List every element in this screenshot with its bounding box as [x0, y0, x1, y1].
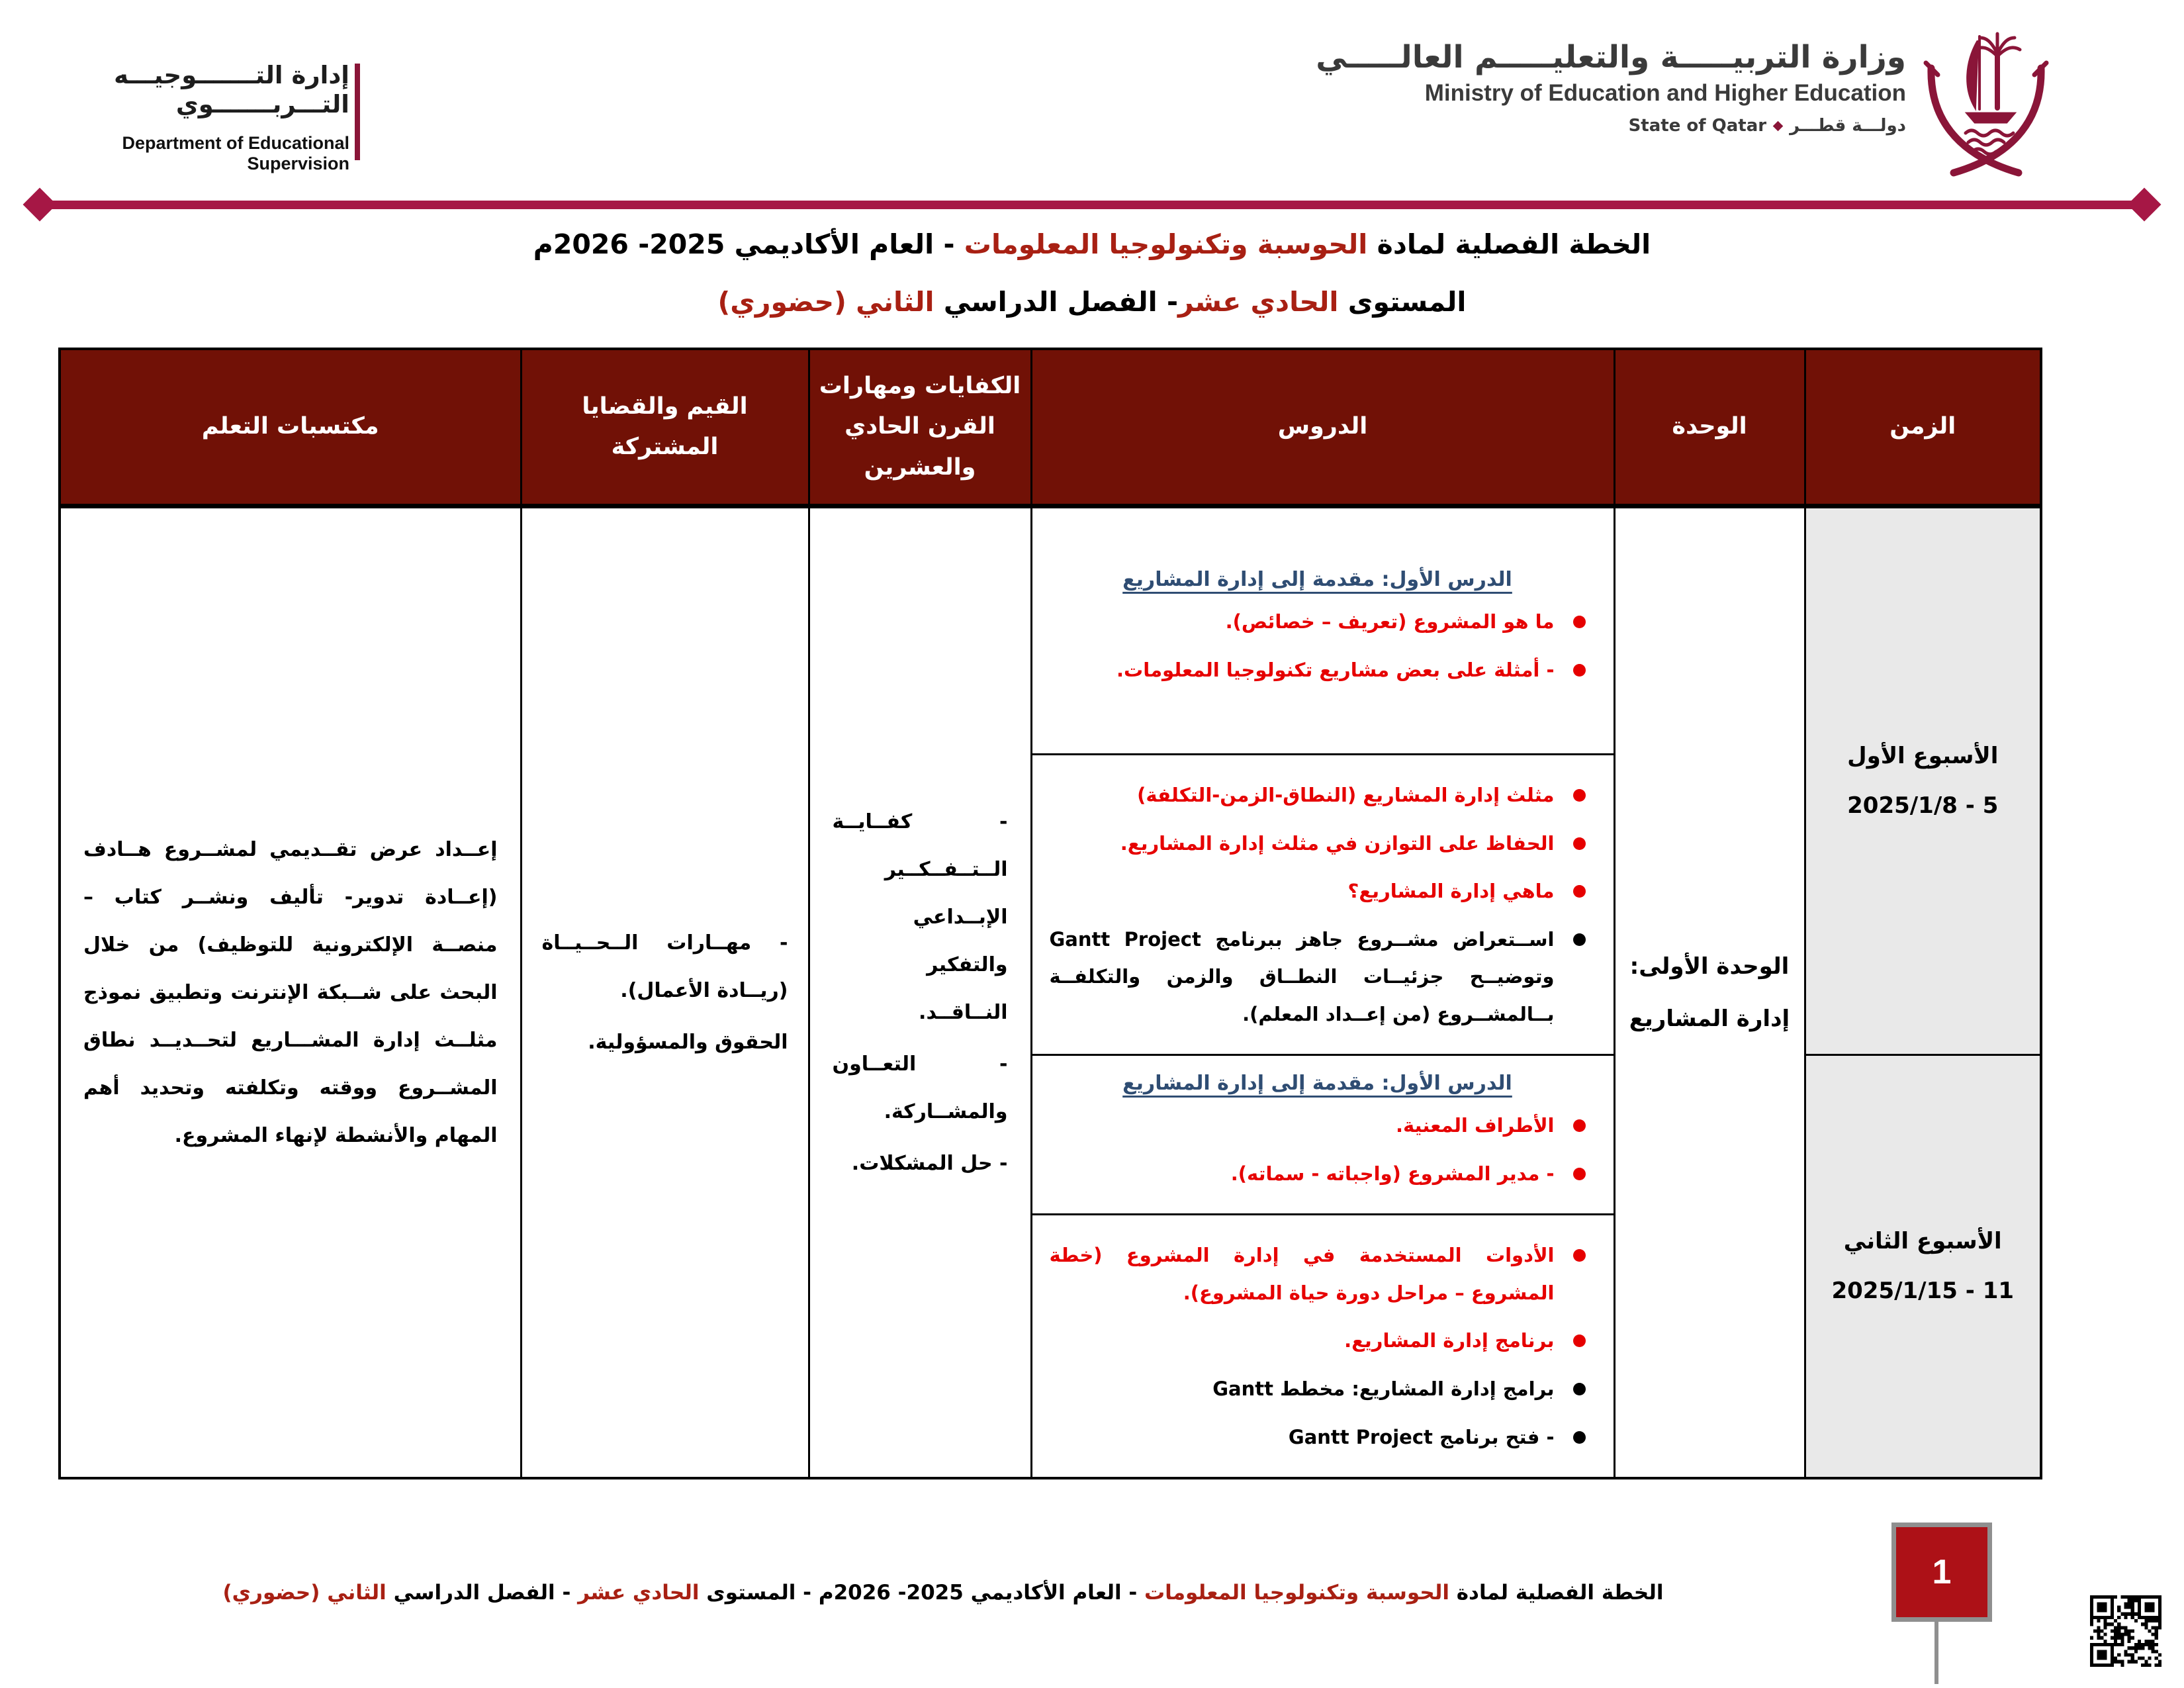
- footer-seg: - العام الأكاديمي 2025- 2026م - المستوى: [699, 1581, 1145, 1605]
- lesson-title: الدرس الأول: مقدمة إلى إدارة المشاريع: [1122, 1072, 1512, 1096]
- lesson-block-4: [1031, 1215, 1614, 1478]
- bullet-icon: [1573, 1383, 1586, 1395]
- page-number: 1: [1932, 1553, 1952, 1591]
- lesson-bullet-item: [1050, 776, 1586, 814]
- bullet-icon: [1573, 616, 1586, 628]
- title1-subject: الحوسبة وتكنولوجيا المعلومات: [964, 228, 1368, 260]
- bullet-icon: [1573, 1168, 1586, 1180]
- title2-prefix: المستوى: [1338, 286, 1467, 318]
- title1-suffix: - العام الأكاديمي 2025- 2026م: [533, 228, 964, 260]
- department-name-english: Department of Educational Supervision: [122, 132, 349, 173]
- lesson-bullet-text: ماهي إدارة المشاريع؟: [1347, 880, 1555, 903]
- separator-diamond-right: [2128, 188, 2161, 222]
- lesson-bullet-text: اســتعراض مشــروع جاهز ببرنامج Gantt Project وتوضيــح جزئيــات النطــاق والزمن والتكلفــة بــالمشــروع (من إعــداد المعلم).: [1049, 927, 1555, 1025]
- table-row: [60, 506, 2041, 755]
- lesson-bullet-item: [1050, 1419, 1586, 1456]
- title1-prefix: الخطة الفصلية لمادة: [1367, 228, 1651, 260]
- table-header-row: [60, 349, 2041, 506]
- department-logo: [60, 61, 349, 174]
- column-header-time: الزمن: [1805, 349, 2041, 506]
- lesson-bullet-text: الحفاظ على التوازن في مثلث إدارة المشاريع.: [1120, 831, 1555, 855]
- bullet-icon: [1573, 885, 1586, 898]
- ministry-logo-text: [1211, 38, 1906, 136]
- week2-cell: [1805, 1055, 2041, 1478]
- lesson-block-2: [1031, 755, 1614, 1055]
- lesson-bullet-item: [1050, 603, 1586, 641]
- unit-title: الوحدة الأولى:: [1629, 953, 1790, 980]
- ministry-name-english: Ministry of Education and Higher Education: [1424, 79, 1906, 106]
- outcomes-cell: إعــداد عرض تقــديمي لمشــروع هــادف (إعــادة تدوير- تأليف ونشــر كتاب – منصــة الإلكترونية للتوظيف) من خلال البحث على شــبكة الإنترنت وتطبيق نموذج مثلــث إدارة المشـــاريع لتحــديــد نطاق المشــروع ووقته وتكلفته وتحديد أهم المهام والأنشطة لإنهاء المشروع.: [60, 506, 521, 1479]
- lesson-block-1: [1031, 506, 1614, 755]
- lesson-bullet-item: [1050, 1370, 1586, 1408]
- week2-dates: 11 - 2025/1/15: [1831, 1278, 2015, 1305]
- lesson-bullet-item: [1050, 872, 1586, 910]
- department-logo-bar: [355, 64, 360, 160]
- state-english: State of Qatar: [1628, 115, 1767, 136]
- lesson-bullet-text: مثلث إدارة المشاريع (النطاق-الزمن-التكلفة): [1137, 784, 1555, 806]
- lesson-bullet-text: الأطراف المعنية.: [1395, 1114, 1555, 1137]
- lesson-bullet-text: - أمثلة على بعض مشاريع تكنولوجيا المعلومات.: [1116, 658, 1555, 681]
- page-number-box: [1891, 1523, 1992, 1622]
- bullet-icon: [1573, 664, 1586, 677]
- ministry-name-arabic: وزارة التربيـــــة والتعليـــــم العالـــــي: [1316, 39, 1906, 75]
- lesson-bullet-item: [1050, 1155, 1586, 1193]
- title2-level: الحادي عشر: [1177, 286, 1339, 318]
- bullet-icon: [1573, 1431, 1586, 1444]
- department-name-arabic: إدارة التـــــــوجيـــه التـــربـــــــوي: [114, 61, 349, 119]
- column-header-unit: الوحدة: [1614, 349, 1805, 506]
- bullet-icon: [1573, 1335, 1586, 1347]
- week1-label: الأسبوع الأول: [1847, 743, 1999, 770]
- values-item: الحقوق والمسؤولية.: [588, 1030, 788, 1054]
- lesson-bullet-text: - مدير المشروع (واجباته - سماته).: [1230, 1162, 1555, 1185]
- column-header-skills: الكفايات ومهارات القرن الحادي والعشرين: [809, 349, 1031, 506]
- bullet-icon: [1573, 789, 1586, 802]
- lesson-bullet-item: [1050, 825, 1586, 863]
- bullet-icon: [1573, 1249, 1586, 1262]
- column-header-values: القيم والقضايا المشتركة: [521, 349, 809, 506]
- column-header-lessons: الدروس: [1031, 349, 1614, 506]
- qr-code: [2090, 1595, 2161, 1667]
- document-title-line1: [0, 228, 2184, 260]
- competency-item: - حل المشكلات.: [851, 1151, 1008, 1175]
- footer-seg-subject: الحوسبة وتكنولوجيا المعلومات: [1144, 1581, 1449, 1605]
- separator-line: [36, 201, 2149, 209]
- diamond-separator-icon: [1773, 120, 1784, 131]
- footer-seg-term: الثاني (حضوري): [222, 1581, 387, 1605]
- title2-mid: - الفصل الدراسي: [934, 286, 1178, 318]
- bullet-icon: [1573, 837, 1586, 850]
- unit-name: إدارة المشاريع: [1629, 1005, 1790, 1032]
- lesson-bullet-item: [1050, 1322, 1586, 1360]
- column-header-outcomes: مكتسبات التعلم: [60, 349, 521, 506]
- competency-item: - كفــايــة الــتــفــكــير الإبــداعي والتفكير النــاقــد.: [832, 810, 1008, 1024]
- values-cell: [521, 506, 809, 1479]
- footer-seg: - الفصل الدراسي: [386, 1581, 578, 1605]
- values-item: - مهــارات الــحــيــاة (ريــادة الأعمال).: [541, 931, 788, 1002]
- state-of-qatar-line: [1211, 116, 1906, 136]
- lesson-bullet-text: - فتح برنامج Gantt Project: [1288, 1425, 1555, 1448]
- state-arabic: دولـــة قطـــر: [1790, 115, 1906, 136]
- unit-cell: [1614, 506, 1805, 1479]
- lesson-title: الدرس الأول: مقدمة إلى إدارة المشاريع: [1122, 567, 1512, 591]
- document-title-line2: [0, 286, 2184, 318]
- competencies-cell: [809, 506, 1031, 1479]
- footer-title: [0, 1581, 1886, 1605]
- lesson-bullet-text: ما هو المشروع (تعريف – خصائص).: [1225, 610, 1555, 633]
- competency-item: - التعــاون والمشــاركة.: [832, 1052, 1008, 1123]
- lesson-bullet-text: برامج إدارة المشاريع: مخطط Gantt: [1212, 1378, 1555, 1401]
- lesson-bullet-item: [1050, 1237, 1586, 1311]
- bullet-icon: [1573, 1119, 1586, 1132]
- bullet-icon: [1573, 933, 1586, 946]
- page-number-stem: [1934, 1622, 1938, 1684]
- title2-term: الثاني (حضوري): [717, 286, 934, 318]
- lesson-bullet-text: برنامج إدارة المشاريع.: [1344, 1329, 1555, 1352]
- lesson-bullet-item: [1050, 921, 1586, 1033]
- qatar-emblem-icon: [1914, 17, 2058, 182]
- semester-plan-table: [58, 348, 2042, 1479]
- week1-cell: [1805, 506, 2041, 1055]
- week1-dates: 5 - 2025/1/8: [1847, 792, 1999, 820]
- week2-label: الأسبوع الثاني: [1843, 1228, 2002, 1255]
- lesson-bullet-item: [1050, 651, 1586, 689]
- lesson-bullet-text: الأدوات المستخدمة في إدارة المشروع (خطة المشروع – مراحل دورة حياة المشروع).: [1049, 1244, 1555, 1304]
- footer-seg: الخطة الفصلية لمادة: [1449, 1581, 1664, 1605]
- lesson-block-3: [1031, 1055, 1614, 1215]
- lesson-bullet-item: [1050, 1107, 1586, 1145]
- footer-seg-level: الحادي عشر: [578, 1581, 700, 1605]
